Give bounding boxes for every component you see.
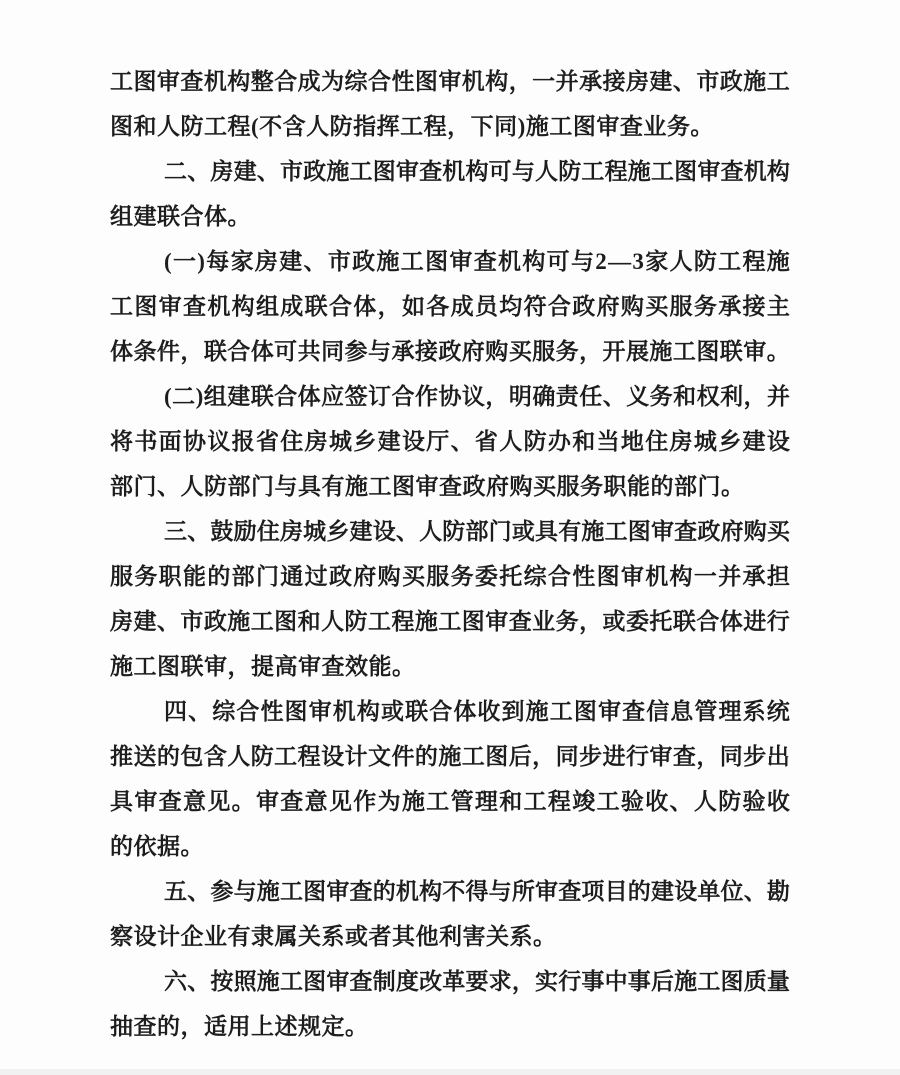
text-line: 四 、 综 合 性 图 审 机 构 或 联 合 体 收 到 施 工 图 审 查 信 息 管 理 系 统 <box>164 699 790 724</box>
text-line: 抽查的，适用上述规定。 <box>110 1014 369 1039</box>
text-line: 施工图联审，提高审查效能。 <box>110 654 416 679</box>
text-line: 工 图 审 查 机 构 组 成 联 合 体 ， 如 各 成 员 均 符 合 政 府 购 买 服 务 承 接 主 <box>110 294 790 319</box>
text-line: 的依据。 <box>110 834 204 859</box>
text-line: 五 、 参 与 施 工 图 审 查 的 机 构 不 得 与 所 审 查 项 目 的 建 设 单 位 、 勘 <box>164 879 790 904</box>
text-line: 三 、 鼓 励 住 房 城 乡 建 设 、 人 防 部 门 或 具 有 施 工 图 审 查 政 府 购 买 <box>164 519 790 544</box>
text-line: ( 二 ) 组 建 联 合 体 应 签 订 合 作 协 议 ， 明 确 责 任 、 义 务 和 权 利 ， 并 <box>164 384 790 409</box>
document-text-block <box>110 59 790 1049</box>
text-line: 具 审 查 意 见 。 审 查 意 见 作 为 施 工 管 理 和 工 程 竣 工 验 收 、 人 防 验 收 <box>110 789 790 814</box>
text-line: 组建联合体。 <box>110 204 251 229</box>
text-line: 察设计企业有隶属关系或者其他利害关系。 <box>110 924 557 949</box>
text-line: 工 图 审 查 机 构 整 合 成 为 综 合 性 图 审 机 构 ， 一 并 承 接 房 建 、 市 政 施 工 <box>110 69 790 94</box>
text-line: 服 务 职 能 的 部 门 通 过 政 府 购 买 服 务 委 托 综 合 性 图 审 机 构 一 并 承 担 <box>110 564 790 589</box>
text-line: 体 条 件 ， 联 合 体 可 共 同 参 与 承 接 政 府 购 买 服 务 ， 开 展 施 工 图 联 审 。 <box>110 339 790 364</box>
text-line: 部门、人防部门与具有施工图审查政府购买服务职能的部门。 <box>110 474 745 499</box>
text-line: 推 送 的 包 含 人 防 工 程 设 计 文 件 的 施 工 图 后 ， 同 步 进 行 审 查 ， 同 步 出 <box>110 744 790 769</box>
text-line: 六 、 按 照 施 工 图 审 查 制 度 改 革 要 求 ， 实 行 事 中 事 后 施 工 图 质 量 <box>164 969 790 994</box>
text-line: ( 一 ) 每 家 房 建 、 市 政 施 工 图 审 查 机 构 可 与 2 — 3 家 人 防 工 程 施 <box>164 249 790 274</box>
text-line: 二 、 房 建 、 市 政 施 工 图 审 查 机 构 可 与 人 防 工 程 施 工 图 审 查 机 构 <box>164 159 790 184</box>
scan-edge-shadow <box>0 1069 900 1075</box>
text-line: 图和人防工程(不含人防指挥工程，下同)施工图审查业务。 <box>110 114 714 139</box>
text-line: 将 书 面 协 议 报 省 住 房 城 乡 建 设 厅 、 省 人 防 办 和 当 地 住 房 城 乡 建 设 <box>110 429 790 454</box>
text-line: 房 建 、 市 政 施 工 图 和 人 防 工 程 施 工 图 审 查 业 务 ， 或 委 托 联 合 体 进 行 <box>110 609 790 634</box>
